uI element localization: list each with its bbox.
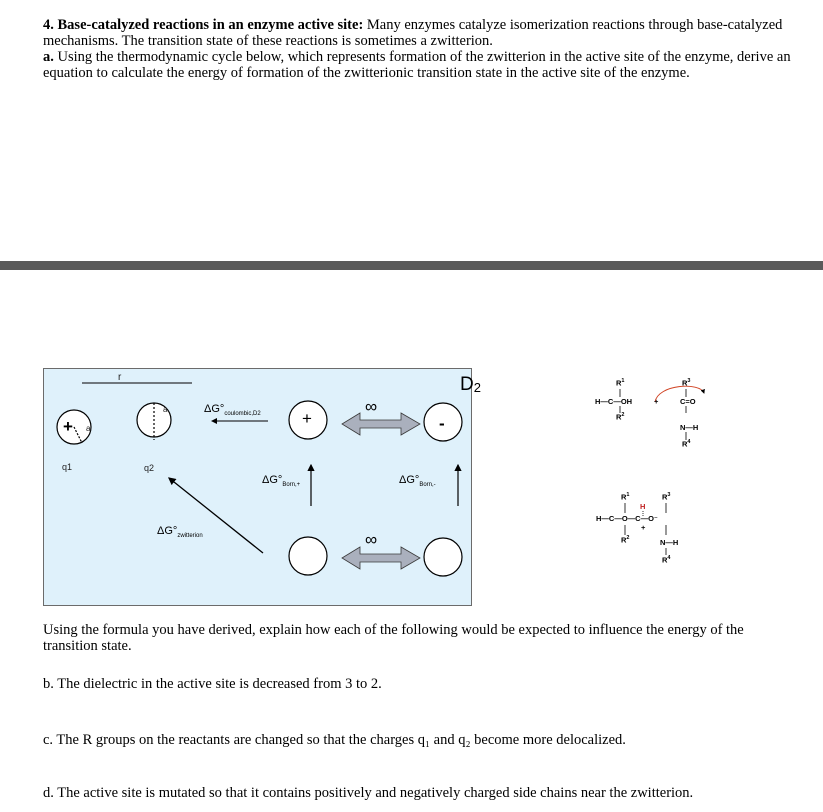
q2-radius-label: a <box>163 405 168 414</box>
d2-label: D2 <box>460 374 481 395</box>
bottom-right-circle <box>424 538 462 576</box>
dg-zwitterion-label: $\Delta G^\circ_{zwitterion}$ <box>157 525 203 540</box>
q1-label: q1 <box>62 462 73 472</box>
dg-coulombic-label: $\Delta G^\circ_{coulombic,D2}$ <box>204 403 261 418</box>
plus-charge: + <box>641 523 646 532</box>
dg-born-minus-label: $\Delta G^\circ_{Born,-}$ <box>399 474 436 489</box>
bottom-chain: H—C—O—C—O⁻ <box>596 514 658 523</box>
intro-text: Many enzymes catalyze isomerization reactions through base-catalyzed mechanisms. The transition state of these reactions is sometimes a zwitterion. <box>43 17 783 49</box>
top-left-chain: H—C—OH <box>595 397 633 406</box>
top-right-chain: C=O <box>680 397 696 406</box>
r1-bottom: $R^1$ <box>621 492 630 502</box>
part-a-label: a. <box>43 49 54 65</box>
r1-top: $R^1$ <box>616 378 625 388</box>
h-atom: H <box>640 502 646 511</box>
nh-top: N—H <box>680 423 699 432</box>
part-c-text: c. The R groups on the reactants are changed so that the charges q₁ and q₂ become more delocalized. <box>43 732 626 748</box>
r2-top: $R^2$ <box>616 412 625 422</box>
nh-bottom: N—H <box>660 538 679 547</box>
infinity-top: ∞ <box>365 397 378 416</box>
explain-text: Using the formula you have derived, explain how each of the following would be expected to influence the energy of the transition state. <box>43 622 744 654</box>
r4-top: $R^4$ <box>682 439 691 449</box>
dg-born-plus-label: $\Delta G^\circ_{Born,+}$ <box>262 474 301 489</box>
question-heading: 4. Base-catalyzed reactions in an enzyme active site: <box>43 17 364 33</box>
r3-bottom: $R^3$ <box>662 492 671 502</box>
q1-plus-sign: + <box>63 417 73 436</box>
q2-label: q2 <box>144 463 155 473</box>
r3-top: $R^3$ <box>682 378 691 388</box>
top-plus: + <box>654 397 659 406</box>
q1-radius-label: a <box>86 424 91 433</box>
part-a-text: Using the thermodynamic cycle below, which represents formation of the zwitterion in the active site of the enzyme, derive an equation to calculate the energy of formation of the zwitterionic transition state in the active site of the enzyme. <box>43 49 791 81</box>
minus-sign: - <box>439 414 445 433</box>
r-label: r <box>118 372 122 383</box>
bottom-left-circle <box>289 537 327 575</box>
r4-bottom: $R^4$ <box>662 555 671 565</box>
infinity-bottom: ∞ <box>365 530 378 549</box>
part-b-text: b. The dielectric in the active site is decreased from 3 to 2. <box>43 676 382 692</box>
plus-sign: + <box>302 409 312 428</box>
part-d-text: d. The active site is mutated so that it contains positively and negatively charged side chains near the zwitterion. <box>43 785 694 801</box>
r2-bottom: $R^2$ <box>621 535 630 545</box>
